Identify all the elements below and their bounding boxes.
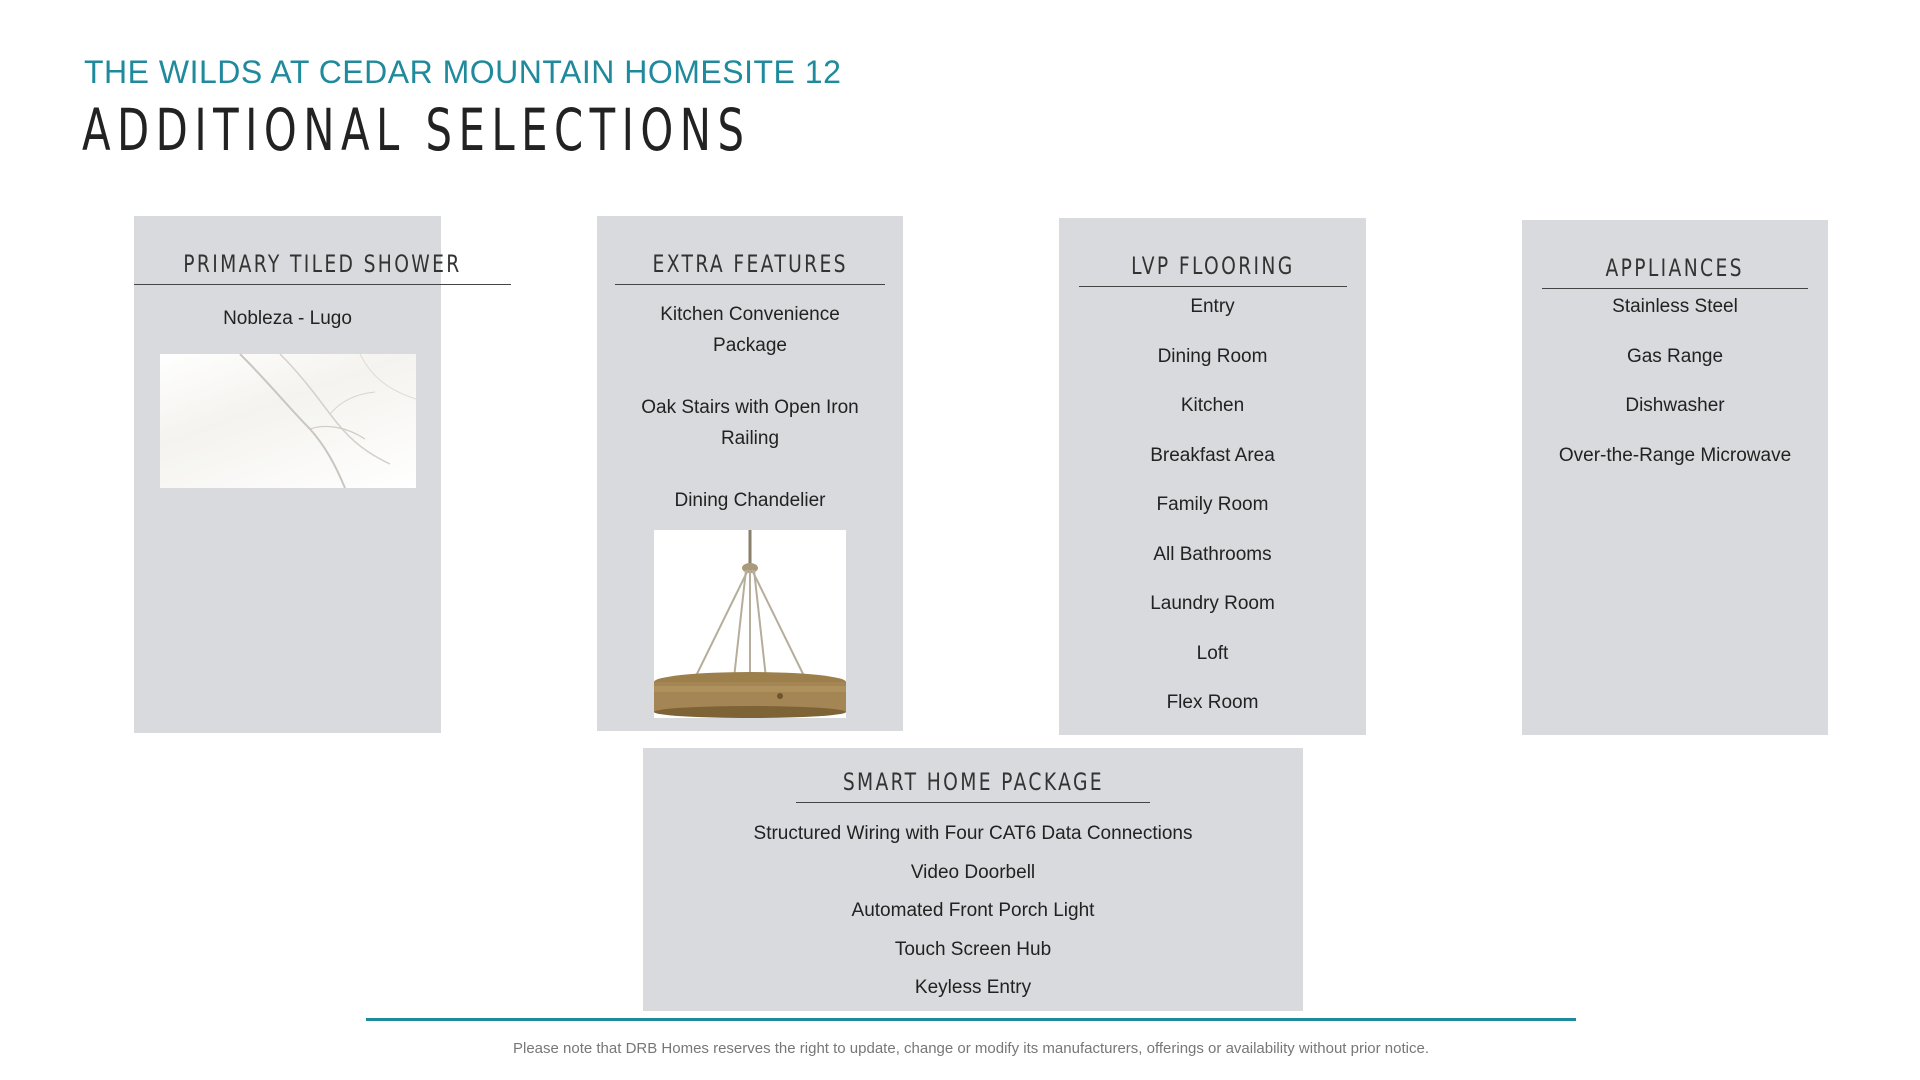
card-heading-underline [1079,252,1347,287]
smart-home-item: Video Doorbell [910,861,1036,883]
marble-tile-icon [160,354,416,488]
lvp-flooring-item: Flex Room [1166,692,1259,713]
lvp-flooring-item: Breakfast Area [1150,444,1275,466]
lvp-flooring-item: Loft [1196,642,1229,664]
card-heading: LVP FLOORING [1130,252,1295,280]
appliances-list [1522,291,1828,471]
card-appliances [1522,220,1828,735]
smart-home-item: Automated Front Porch Light [851,900,1095,921]
shower-tile-name: Nobleza - Lugo [223,308,352,329]
lvp-flooring-item: Kitchen [1180,395,1245,416]
disclaimer-note: Please note that DRB Homes reserves the right to update, change or modify its manufacturers, offerings or availability without prior notice. [512,1040,1429,1057]
lvp-flooring-item: Laundry Room [1150,593,1275,614]
card-heading: APPLIANCES [1605,254,1745,282]
card-smart-home-package [643,748,1303,1011]
smart-home-item: Structured Wiring with Four CAT6 Data Connections [753,823,1193,844]
appliance-item: Over-the-Range Microwave [1558,444,1792,466]
card-extra-features [597,216,903,731]
extra-feature-item: Kitchen Convenience Package [660,304,840,356]
card-primary-tiled-shower [134,216,462,733]
card-heading-underline [134,250,511,285]
lvp-flooring-item: All Bathrooms [1153,543,1272,565]
smart-home-list [643,815,1303,1008]
appliance-item: Gas Range [1626,345,1724,367]
card-lvp-flooring [1059,218,1366,735]
card-heading-underline [615,250,885,285]
page-subtitle: THE WILDS AT CEDAR MOUNTAIN HOMESITE 12 [84,54,842,90]
appliance-item: Dishwasher [1625,395,1725,416]
lvp-flooring-list [1059,291,1366,718]
card-heading-underline [796,768,1151,803]
lvp-flooring-item: Entry [1190,296,1235,317]
extra-feature-item: Dining Chandelier [674,490,826,511]
lvp-flooring-item: Family Room [1156,494,1269,515]
extra-feature-item: Oak Stairs with Open Iron Railing [641,397,859,449]
card-heading: EXTRA FEATURES [652,250,848,278]
page-title: ADDITIONAL SELECTIONS [82,96,751,164]
chandelier-icon [654,530,846,718]
card-heading: SMART HOME PACKAGE [842,768,1104,796]
lvp-flooring-item: Dining Room [1157,345,1268,367]
smart-home-item: Touch Screen Hub [894,938,1052,960]
card-heading-underline [1542,254,1808,289]
smart-home-item: Keyless Entry [914,977,1032,998]
footer-divider [366,1018,1576,1021]
card-heading: PRIMARY TILED SHOWER [183,250,462,278]
appliance-item: Stainless Steel [1612,296,1738,317]
